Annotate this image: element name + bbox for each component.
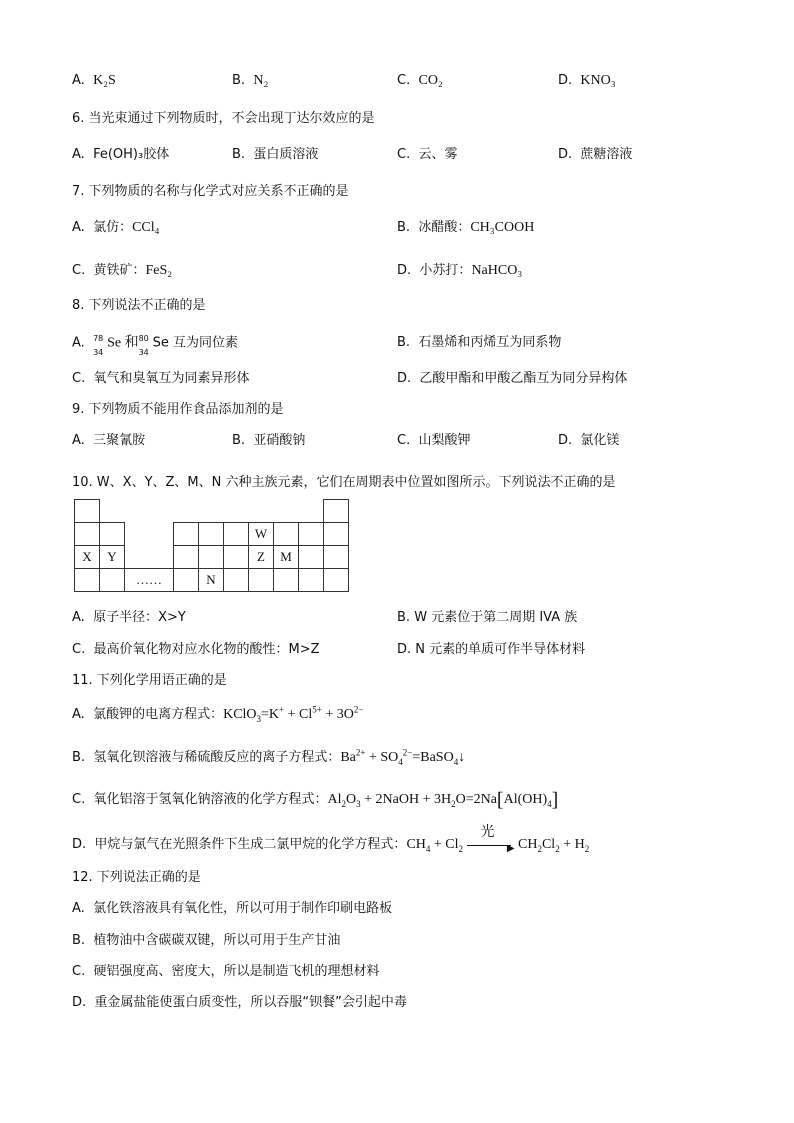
q9-option-a: A. 三聚氰胺 (72, 433, 146, 448)
q8-option-c: C. 氧气和臭氧互为同素异形体 (72, 371, 250, 386)
q9-option-b: B. 亚硝酸钠 (232, 433, 306, 448)
pt-cell (274, 523, 299, 546)
periodic-table-fragment (74, 499, 349, 592)
nuclide-se78: 78 34 (93, 334, 104, 357)
q11-option-d-equation: $CH_4 + Cl_2$ 光 ▶ $CH_2Cl_2 + H_2$ (406, 825, 590, 855)
q7-option-d: D. 小苏打：NaHCO₃ (397, 263, 523, 278)
q12-option-c: C. 硬铝强度高、密度大，所以是制造飞机的理想材料 (72, 964, 380, 979)
q8-option-d: D. 乙酸甲酯和甲酸乙酯互为同分异构体 (397, 371, 628, 386)
pt-cell (299, 523, 324, 546)
q5-option-c-formula: CO₂ (418, 73, 443, 88)
pt-cell (324, 569, 349, 592)
pt-cell-y: Y (100, 546, 125, 569)
pt-cell (100, 569, 125, 592)
q7-option-a: A. 氯仿：CCl₄ (72, 220, 160, 235)
pt-cell-z: Z (249, 546, 274, 569)
q7-stem: 7. 下列物质的名称与化学式对应关系不正确的是 (72, 184, 349, 199)
q12-option-b: B. 植物油中含碳碳双键，所以可用于生产甘油 (72, 933, 341, 948)
q10-option-b: B. W 元素位于第二周期 IVA 族 (397, 610, 578, 625)
pt-cell (224, 569, 249, 592)
pt-cell (100, 523, 125, 546)
q7-option-d-formula: NaHCO₃ (471, 263, 523, 278)
q6-option-c: C. 云、雾 (397, 147, 458, 162)
pt-cell (249, 569, 274, 592)
pt-cell (299, 546, 324, 569)
q11-option-c: C. 氧化铝溶于氢氧化钠溶液的化学方程式：$Al_2O_3$ + 2NaOH + $3H_2O=2Na[Al(OH)_4]$ (72, 789, 559, 811)
q12-stem: 12. 下列说法正确的是 (72, 870, 201, 885)
pt-cell (299, 569, 324, 592)
pt-cell (324, 546, 349, 569)
q7-option-b-formula: CH₃COOH (470, 220, 535, 235)
q6-option-a-formula: Fe(OH)₃ (93, 147, 144, 162)
pt-cell (75, 500, 100, 523)
q12-option-d: D. 重金属盐能使蛋白质变性，所以吞服“钡餐”会引起中毒 (72, 995, 407, 1010)
pt-cell (174, 569, 199, 592)
pt-cell (274, 569, 299, 592)
pt-cell-x: X (75, 546, 100, 569)
nuclide-se80: 80 34 (138, 334, 149, 357)
q11-option-d: D. 甲烷与氯气在光照条件下生成二氯甲烷的化学方程式：$CH_4 + Cl_2$ 光 ▶ $CH_2Cl_2 + H_2$ (72, 825, 590, 855)
q5-option-d-formula: KNO₃ (580, 73, 616, 88)
pt-cell-dots: …… (125, 569, 174, 592)
q5-option-c: C. CO₂ (397, 73, 443, 88)
pt-cell (75, 569, 100, 592)
q11-option-a-equation: KClO$_3$=K+ + $Cl^{5+} + 3O^{2-}$ (223, 704, 364, 724)
pt-cell (324, 523, 349, 546)
q7-option-a-formula: CCl₄ (132, 220, 160, 235)
q6-stem: 6. 当光束通过下列物质时，不会出现丁达尔效应的是 (72, 111, 375, 126)
pt-cell (224, 523, 249, 546)
q10-stem: 10. W、X、Y、Z、M、N 六种主族元素，它们在周期表中位置如图所示。下列说法不正确的是 (72, 475, 616, 490)
q8-option-b: B. 石墨烯和丙烯互为同系物 (397, 335, 562, 350)
q9-stem: 9. 下列物质不能用作食品添加剂的是 (72, 402, 284, 417)
q5-option-a: A. K₂S (72, 73, 116, 88)
q9-option-c: C. 山梨酸钾 (397, 433, 471, 448)
q7-option-b: B. 冰醋酸：CH₃COOH (397, 220, 535, 235)
q6-option-a: A. Fe(OH)₃胶体 (72, 147, 170, 162)
q5-option-b-formula: N₂ (253, 73, 269, 88)
pt-cell (199, 546, 224, 569)
q6-option-b: B. 蛋白质溶液 (232, 147, 319, 162)
q11-option-a: A. 氯酸钾的电离方程式：KClO$_3$=K+ + $Cl^{5+} + 3O^{2-}$ (72, 704, 364, 724)
pt-cell-w: W (249, 523, 274, 546)
pt-cell (324, 500, 349, 523)
q7-option-c: C. 黄铁矿：FeS₂ (72, 263, 173, 278)
q11-option-b-equation: $Ba^{2+}$ + $SO_4^{2-}=BaSO_4↓$ (340, 747, 466, 767)
q5-option-b: B. N₂ (232, 73, 269, 88)
q8-option-a: A. 78 34 Se 和 80 34 Se 互为同位素 (72, 334, 238, 357)
pt-cell (199, 523, 224, 546)
reaction-arrow: 光 ▶ (467, 836, 515, 854)
q5-option-d: D. KNO₃ (558, 73, 616, 88)
q11-option-c-equation: $Al_2O_3$ + 2NaOH + $3H_2O=2Na[Al(OH)_4]$ (327, 789, 559, 811)
pt-cell-m: M (274, 546, 299, 569)
pt-cell (224, 546, 249, 569)
q8-stem: 8. 下列说法不正确的是 (72, 298, 206, 313)
q10-option-d: D. N 元素的单质可作半导体材料 (397, 642, 586, 657)
q11-stem: 11. 下列化学用语正确的是 (72, 673, 227, 688)
pt-cell (174, 546, 199, 569)
q6-option-d: D. 蔗糖溶液 (558, 147, 633, 162)
q12-option-a: A. 氯化铁溶液具有氧化性，所以可用于制作印刷电路板 (72, 901, 393, 916)
pt-cell (174, 523, 199, 546)
pt-cell (75, 523, 100, 546)
q9-option-d: D. 氯化镁 (558, 433, 620, 448)
pt-cell-n: N (199, 569, 224, 592)
q5-option-a-formula: K₂S (93, 73, 116, 88)
q10-option-a: A. 原子半径：X>Y (72, 610, 186, 625)
q7-option-c-formula: FeS₂ (145, 263, 173, 278)
q10-option-c: C. 最高价氧化物对应水化物的酸性：M>Z (72, 642, 320, 657)
q11-option-b: B. 氢氧化钡溶液与稀硫酸反应的离子方程式：$Ba^{2+}$ + $SO_4^{2-}=BaSO_4↓$ (72, 747, 466, 767)
